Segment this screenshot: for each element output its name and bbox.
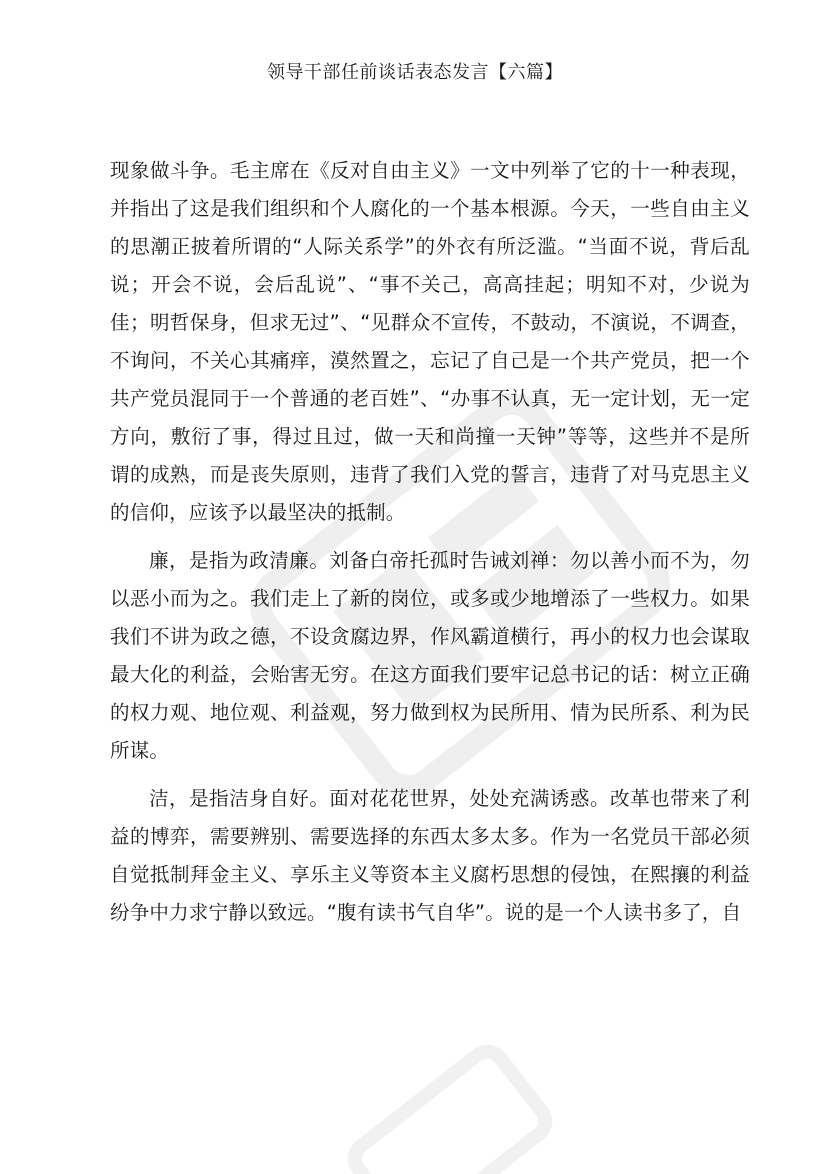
document-body bbox=[110, 152, 750, 942]
document-title: 领导干部任前谈话表态发言【六篇】 bbox=[267, 62, 563, 83]
paragraph-2: 廉，是指为政清廉。刘备白帝托孤时告诫刘禅：勿以善小而不为，勿以恶小而为之。我们走上了新的岗位，或多或少地增添了一些权力。如果我们不讲为政之德，不设贪腐边界，作风霸道横行，再小的权力也会谋取最大化的利益，会贻害无穷。在这方面我们要牢记总书记的话：树立正确的权力观、地位观、利益观，努力做到权为民所用、情为民所系、利为民所谋。 bbox=[110, 549, 750, 762]
paragraph-1: 现象做斗争。毛主席在《反对自由主义》一文中列举了它的十一种表现，并指出了这是我们组织和个人腐化的一个基本根源。今天，一些自由主义的思潮正披着所谓的“人际关系学”的外衣有所泛滥。“当面不说，背后乱说；开会不说，会后乱说”、“事不关己，高高挂起；明知不对，少说为佳；明哲保身，但求无过”、“见群众不宣传，不鼓动，不演说，不调查，不询问，不关心其痛痒，漠然置之，忘记了自己是一个共产党员，把一个共产党员混同于一个普通的老百姓”、“办事不认真，无一定计划，无一定方向，敷衍了事，得过且过，做一天和尚撞一天钟”等等，这些并不是所谓的成熟，而是丧失原则，违背了我们入党的誓言，违背了对马克思主义的信仰，应该予以最坚决的抵制。 bbox=[110, 159, 750, 524]
watermark-graphic-bottom bbox=[334, 1031, 565, 1174]
paragraph-3: 洁，是指洁身自好。面对花花世界，处处充满诱惑。改革也带来了利益的博弈，需要辨别、需要选择的东西太多太多。作为一名党员干部必须自觉抵制拜金主义、享乐主义等资本主义腐朽思想的侵蚀，在熙攘的利益纷争中力求宁静以致远。“腹有读书气自华”。说的是一个人读书多了，自 bbox=[110, 787, 750, 924]
